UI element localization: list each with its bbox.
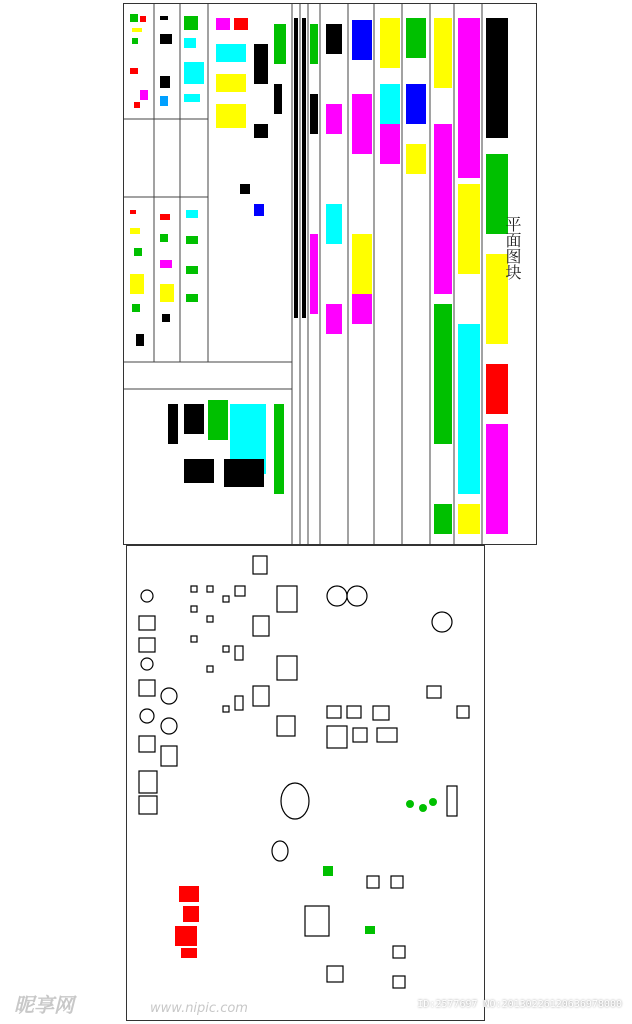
block-thumbnails <box>124 4 537 545</box>
upper-sheet-title: 平面图块 <box>503 216 522 280</box>
watermark-brand: 昵享网 <box>14 993 74 1017</box>
lower-cad-sheet <box>126 545 485 1021</box>
upper-cad-sheet <box>123 3 537 545</box>
watermark-url: www.nipic.com <box>150 1001 248 1016</box>
lower-sheet-blocks <box>127 546 485 1021</box>
watermark-id: ID:2577697 NO:20130226120636978000 <box>417 999 622 1010</box>
